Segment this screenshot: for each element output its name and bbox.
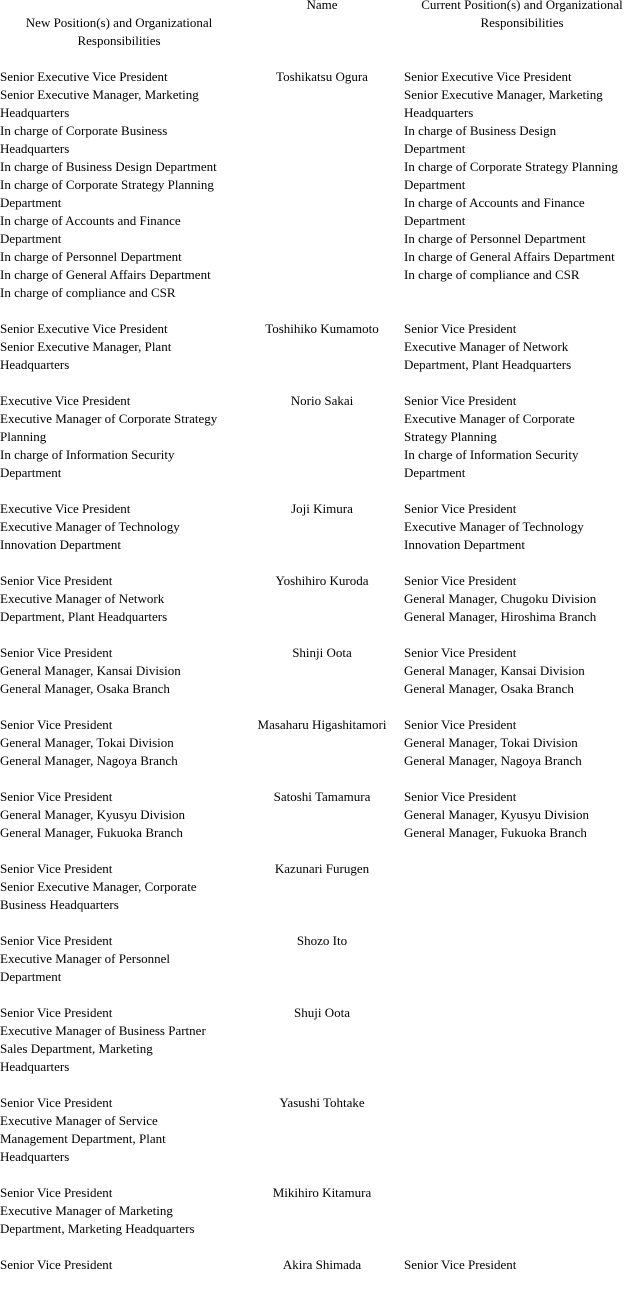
new-position-line: In charge of Business Design Department bbox=[0, 159, 217, 174]
new-position-line: Senior Vice President bbox=[0, 1095, 113, 1110]
header-current-position bbox=[404, 0, 636, 32]
new-position-line: Business Headquarters bbox=[0, 897, 119, 912]
new-position-line: Executive Manager of Service bbox=[0, 1113, 158, 1128]
table-row bbox=[0, 1184, 636, 1238]
new-position-cell bbox=[0, 860, 246, 914]
current-position-line: General Manager, Fukuoka Branch bbox=[404, 825, 587, 840]
new-position-line: Senior Vice President bbox=[0, 1185, 113, 1200]
current-position-line: Senior Vice President bbox=[404, 573, 517, 588]
new-position-cell bbox=[0, 392, 246, 482]
new-position-line: Executive Manager of Business Partner bbox=[0, 1023, 206, 1038]
table-row bbox=[0, 1094, 636, 1166]
current-position-line: Department bbox=[404, 177, 466, 192]
new-position-line: Headquarters bbox=[0, 105, 70, 120]
new-position-cell bbox=[0, 1256, 246, 1274]
current-position-line: Senior Executive Manager, Marketing bbox=[404, 87, 603, 102]
new-position-line: Executive Vice President bbox=[0, 393, 131, 408]
current-position-line: In charge of Information Security bbox=[404, 447, 579, 462]
table-row bbox=[0, 68, 636, 302]
new-position-cell bbox=[0, 500, 246, 554]
current-position-line: Strategy Planning bbox=[404, 429, 497, 444]
current-position-cell bbox=[404, 500, 636, 554]
header-new-position bbox=[0, 14, 238, 50]
new-position-line: Department bbox=[0, 231, 62, 246]
current-position-cell bbox=[404, 1256, 636, 1274]
table-row bbox=[0, 716, 636, 770]
new-position-line: Innovation Department bbox=[0, 537, 121, 552]
new-position-line: Senior Vice President bbox=[0, 861, 113, 876]
current-position-line: Senior Vice President bbox=[404, 393, 517, 408]
new-position-line: Executive Manager of Technology bbox=[0, 519, 180, 534]
header-name bbox=[246, 0, 398, 14]
table-row bbox=[0, 860, 636, 914]
new-position-line: In charge of compliance and CSR bbox=[0, 285, 176, 300]
new-position-line: Management Department, Plant bbox=[0, 1131, 166, 1146]
new-position-line: Headquarters bbox=[0, 1149, 70, 1164]
new-position-line: Department bbox=[0, 195, 62, 210]
current-position-line: Department bbox=[404, 141, 466, 156]
new-position-line: Senior Executive Manager, Marketing bbox=[0, 87, 199, 102]
new-position-line: Sales Department, Marketing bbox=[0, 1041, 153, 1056]
person-name: Norio Sakai bbox=[290, 393, 354, 408]
current-position-line: General Manager, Hiroshima Branch bbox=[404, 609, 597, 624]
new-position-line: Department bbox=[0, 969, 62, 984]
person-name: Mikihiro Kitamura bbox=[272, 1185, 372, 1200]
new-position-line: Senior Executive Vice President bbox=[0, 321, 168, 336]
current-position-line: General Manager, Chugoku Division bbox=[404, 591, 597, 606]
current-position-line: Senior Vice President bbox=[404, 321, 517, 336]
new-position-line: Headquarters bbox=[0, 357, 70, 372]
current-position-cell bbox=[404, 68, 636, 284]
person-name: Shozo Ito bbox=[296, 933, 348, 948]
current-position-line: Senior Vice President bbox=[404, 1257, 517, 1272]
current-position-line: Senior Vice President bbox=[404, 789, 517, 804]
person-name: Toshikatsu Ogura bbox=[276, 69, 368, 84]
new-position-line: Senior Executive Manager, Plant bbox=[0, 339, 172, 354]
new-position-line: General Manager, Osaka Branch bbox=[0, 681, 170, 696]
current-position-line: General Manager, Osaka Branch bbox=[404, 681, 574, 696]
current-position-line: In charge of Business Design bbox=[404, 123, 557, 138]
current-position-line: Department bbox=[404, 213, 466, 228]
new-position-line: General Manager, Fukuoka Branch bbox=[0, 825, 183, 840]
current-position-cell bbox=[404, 320, 636, 374]
new-position-line: Executive Vice President bbox=[0, 501, 131, 516]
header-current-position-line: Current Position(s) and Organizational bbox=[421, 0, 623, 12]
header-new-position-line: New Position(s) and Organizational bbox=[25, 15, 213, 30]
current-position-line: In charge of Corporate Strategy Planning bbox=[404, 159, 618, 174]
new-position-line: Department, Marketing Headquarters bbox=[0, 1221, 195, 1236]
new-position-line: Executive Manager of Marketing bbox=[0, 1203, 173, 1218]
current-position-line: Senior Vice President bbox=[404, 501, 517, 516]
new-position-line: Executive Manager of Network bbox=[0, 591, 165, 606]
current-position-line: General Manager, Tokai Division bbox=[404, 735, 578, 750]
table-row bbox=[0, 572, 636, 626]
new-position-line: Senior Vice President bbox=[0, 933, 113, 948]
new-position-cell bbox=[0, 320, 246, 374]
new-position-line: In charge of Accounts and Finance bbox=[0, 213, 181, 228]
new-position-line: Executive Manager of Personnel bbox=[0, 951, 171, 966]
new-position-cell bbox=[0, 572, 246, 626]
current-position-cell bbox=[404, 788, 636, 842]
new-position-line: In charge of Personnel Department bbox=[0, 249, 182, 264]
current-position-cell bbox=[404, 572, 636, 626]
new-position-cell bbox=[0, 68, 246, 302]
person-name: Toshihiko Kumamoto bbox=[265, 321, 379, 336]
new-position-line: Senior Vice President bbox=[0, 1257, 113, 1272]
new-position-cell bbox=[0, 932, 246, 986]
current-position-line: Department, Plant Headquarters bbox=[404, 357, 572, 372]
new-position-line: Headquarters bbox=[0, 141, 70, 156]
new-position-line: General Manager, Nagoya Branch bbox=[0, 753, 178, 768]
person-name: Shuji Oota bbox=[294, 1005, 350, 1020]
current-position-line: Department bbox=[404, 465, 466, 480]
new-position-line: Department, Plant Headquarters bbox=[0, 609, 168, 624]
table-row bbox=[0, 320, 636, 374]
current-position-line: Executive Manager of Technology bbox=[404, 519, 584, 534]
person-name: Joji Kimura bbox=[291, 501, 353, 516]
current-position-cell bbox=[404, 716, 636, 770]
new-position-line: Department bbox=[0, 465, 62, 480]
current-position-line: Senior Vice President bbox=[404, 645, 517, 660]
current-position-line: Executive Manager of Network bbox=[404, 339, 569, 354]
new-position-line: Senior Vice President bbox=[0, 1005, 113, 1020]
current-position-line: In charge of Accounts and Finance bbox=[404, 195, 585, 210]
table-row bbox=[0, 932, 636, 986]
current-position-line: Senior Vice President bbox=[404, 717, 517, 732]
current-position-line: General Manager, Nagoya Branch bbox=[404, 753, 582, 768]
header-current-position-line: Responsibilities bbox=[480, 15, 564, 30]
header-new-position-line: Responsibilities bbox=[77, 33, 161, 48]
table-row bbox=[0, 1256, 636, 1274]
new-position-line: In charge of Information Security bbox=[0, 447, 175, 462]
table-row bbox=[0, 500, 636, 554]
new-position-line: Senior Executive Vice President bbox=[0, 69, 168, 84]
table-header bbox=[0, 0, 636, 60]
new-position-line: In charge of General Affairs Department bbox=[0, 267, 211, 282]
current-position-cell bbox=[404, 392, 636, 482]
new-position-cell bbox=[0, 644, 246, 698]
current-position-line: Innovation Department bbox=[404, 537, 525, 552]
current-position-line: Executive Manager of Corporate bbox=[404, 411, 575, 426]
table-row bbox=[0, 644, 636, 698]
person-name: Yoshihiro Kuroda bbox=[275, 573, 369, 588]
new-position-line: General Manager, Tokai Division bbox=[0, 735, 174, 750]
table-row bbox=[0, 392, 636, 482]
current-position-line: In charge of compliance and CSR bbox=[404, 267, 580, 282]
new-position-line: Senior Vice President bbox=[0, 573, 113, 588]
new-position-cell bbox=[0, 716, 246, 770]
new-position-line: Executive Manager of Corporate Strategy bbox=[0, 411, 218, 426]
new-position-cell bbox=[0, 1004, 246, 1076]
new-position-cell bbox=[0, 788, 246, 842]
new-position-cell bbox=[0, 1094, 246, 1166]
person-name: Masaharu Higashitamori bbox=[257, 717, 387, 732]
current-position-line: In charge of Personnel Department bbox=[404, 231, 586, 246]
new-position-line: Senior Vice President bbox=[0, 717, 113, 732]
new-position-line: General Manager, Kansai Division bbox=[0, 663, 181, 678]
new-position-line: In charge of Corporate Business bbox=[0, 123, 168, 138]
new-position-line: In charge of Corporate Strategy Planning bbox=[0, 177, 214, 192]
current-position-line: Headquarters bbox=[404, 105, 474, 120]
current-position-line: General Manager, Kansai Division bbox=[404, 663, 585, 678]
header-name-label: Name bbox=[306, 0, 338, 12]
person-name: Satoshi Tamamura bbox=[273, 789, 371, 804]
person-name: Shinji Oota bbox=[292, 645, 352, 660]
new-position-line: Senior Executive Manager, Corporate bbox=[0, 879, 197, 894]
new-position-line: Senior Vice President bbox=[0, 645, 113, 660]
table-row bbox=[0, 1004, 636, 1076]
current-position-line: General Manager, Kyusyu Division bbox=[404, 807, 590, 822]
current-position-cell bbox=[404, 644, 636, 698]
new-position-line: Senior Vice President bbox=[0, 789, 113, 804]
table-body bbox=[0, 68, 636, 1292]
new-position-line: Planning bbox=[0, 429, 47, 444]
person-name: Yasushi Tohtake bbox=[279, 1095, 365, 1110]
person-name: Akira Shimada bbox=[282, 1257, 362, 1272]
new-position-cell bbox=[0, 1184, 246, 1238]
current-position-line: Senior Executive Vice President bbox=[404, 69, 572, 84]
new-position-line: General Manager, Kyusyu Division bbox=[0, 807, 186, 822]
table-row bbox=[0, 788, 636, 842]
current-position-line: In charge of General Affairs Department bbox=[404, 249, 615, 264]
new-position-line: Headquarters bbox=[0, 1059, 70, 1074]
person-name: Kazunari Furugen bbox=[274, 861, 370, 876]
